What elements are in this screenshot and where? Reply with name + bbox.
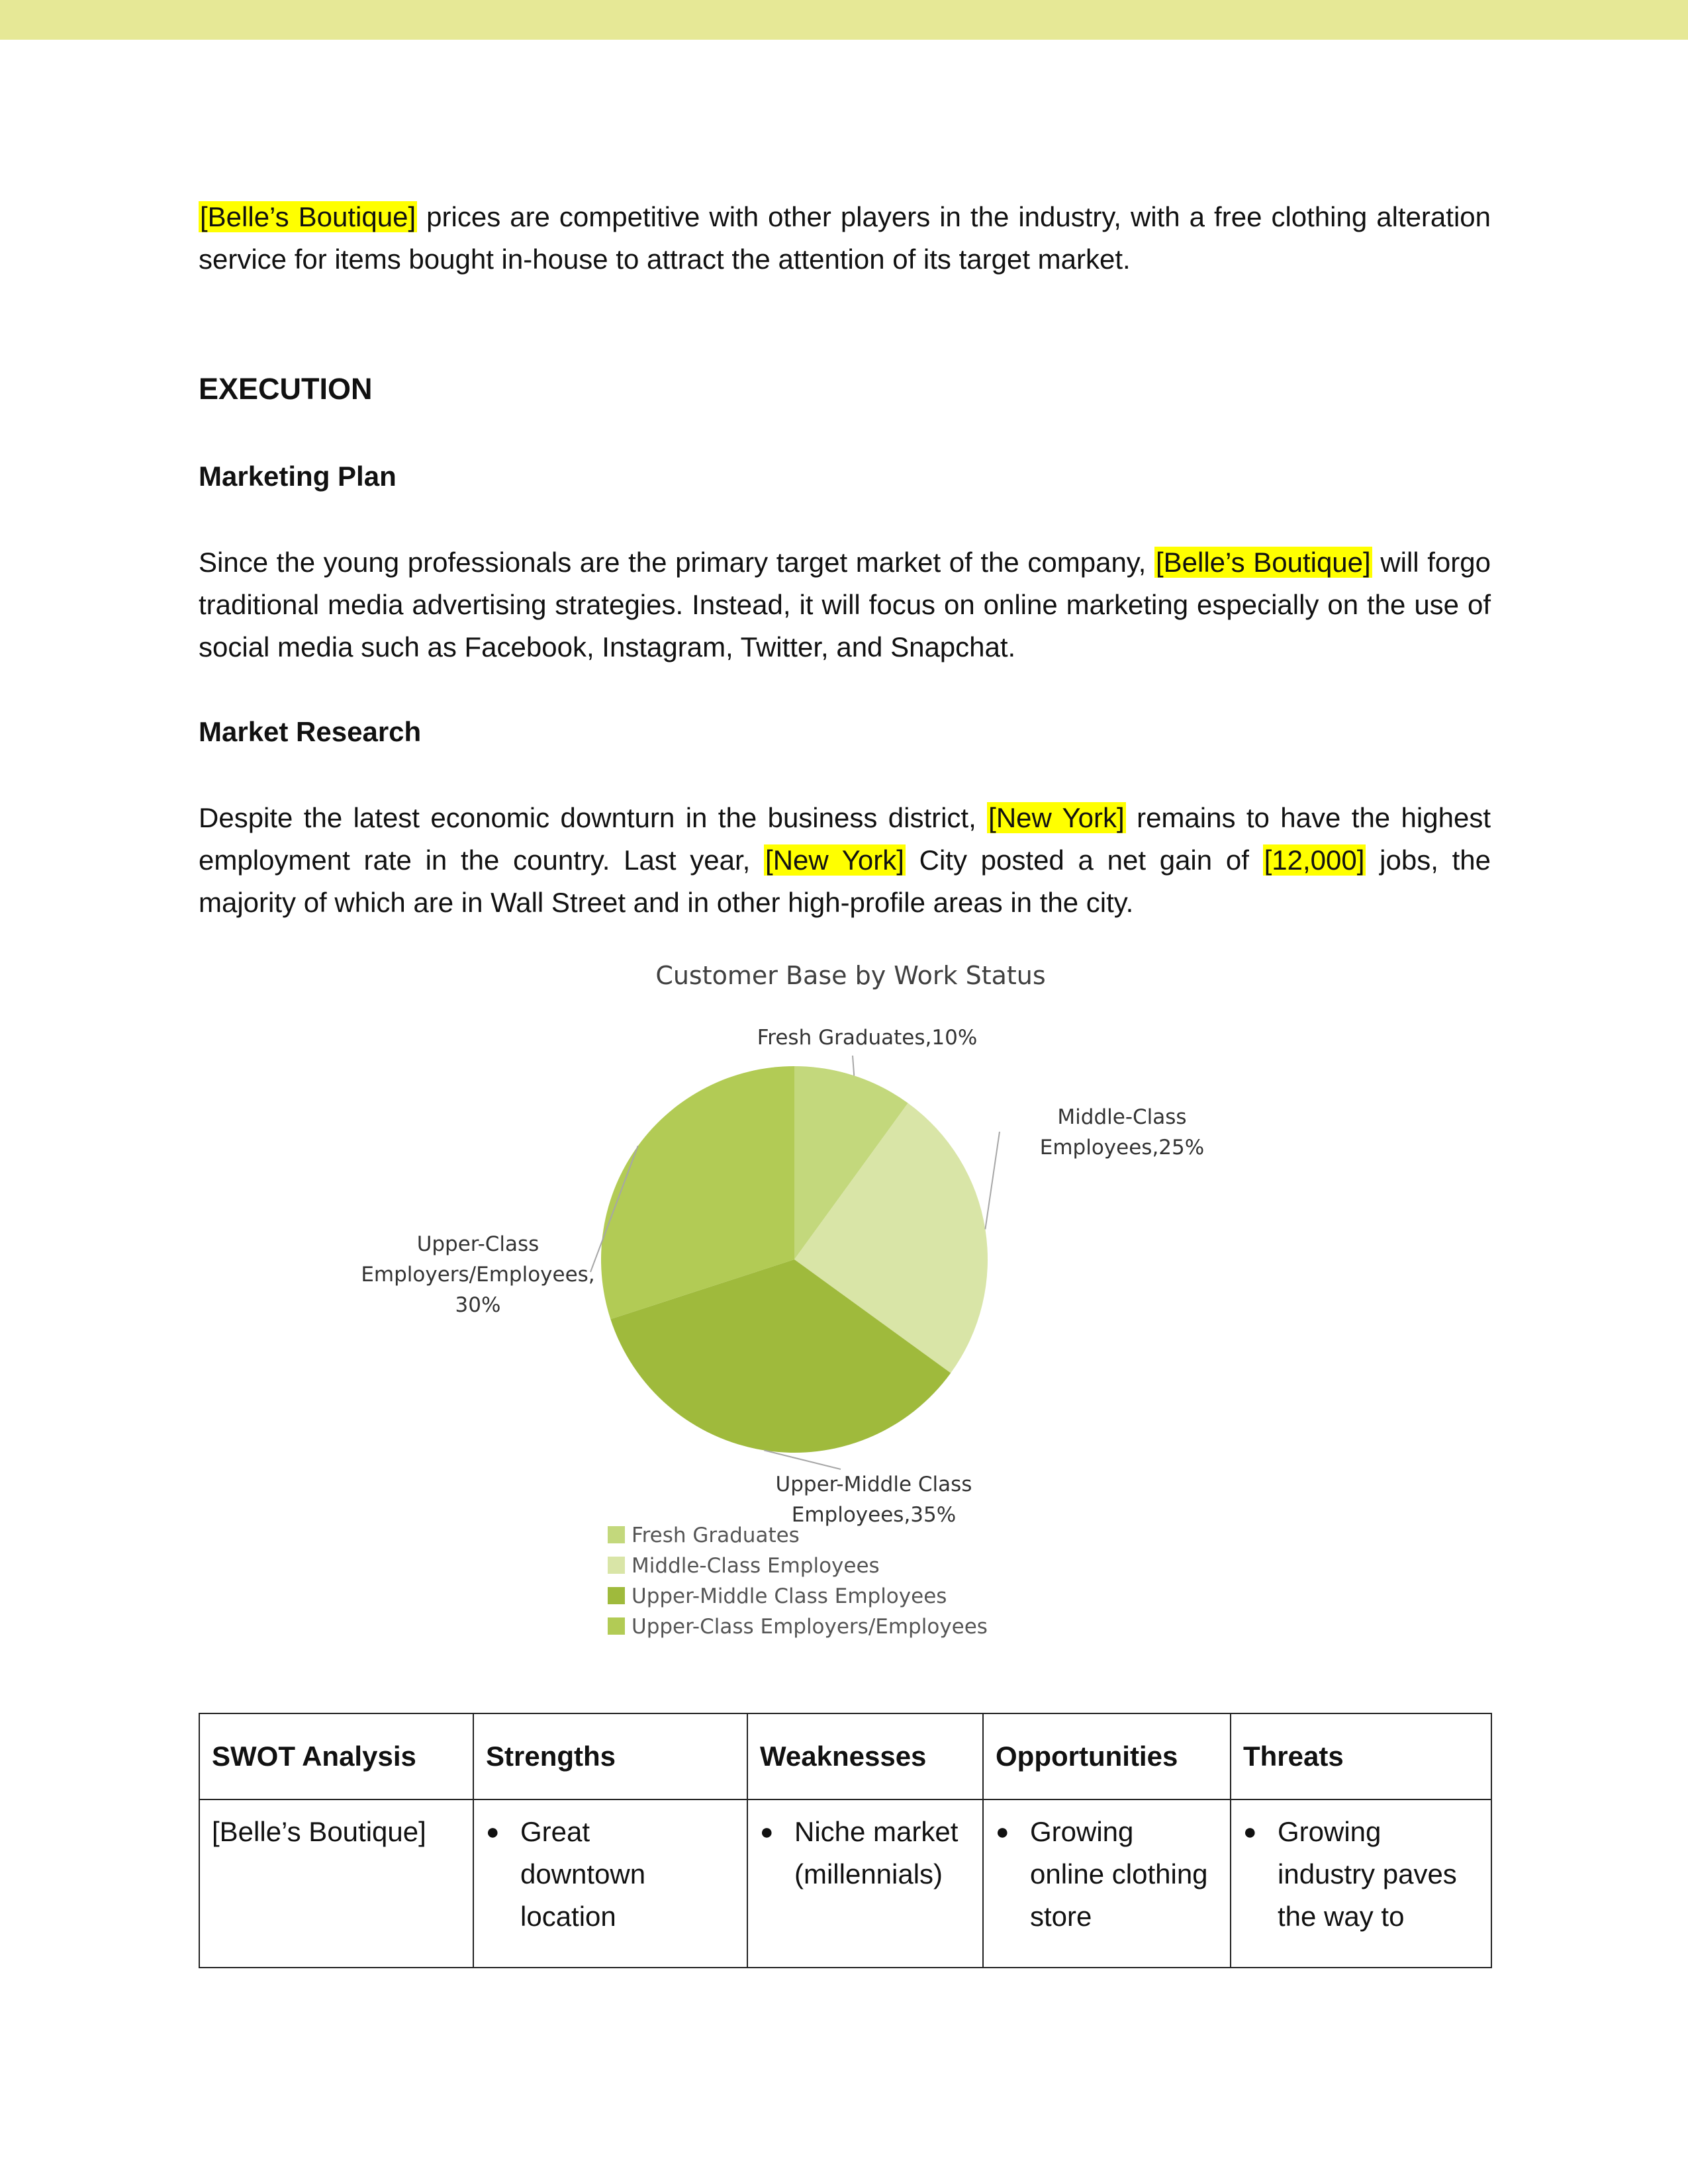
highlight-jobs: [12,000] (1264, 844, 1365, 876)
highlight-city: [New York] (988, 802, 1125, 833)
highlight-city: [New York] (765, 844, 904, 876)
slice-data-label-3: Upper-Class Employers/Employees, 30% (361, 1232, 595, 1317)
opportunities-line: store (1030, 1901, 1092, 1932)
research-text-3: City posted a net gain of (905, 844, 1263, 876)
threats-line: Growing (1278, 1816, 1382, 1847)
swot-table (199, 1713, 1492, 1968)
legend-entry-3: Upper-Class Employers/Employees (632, 1615, 988, 1639)
swot-header-opportunities: Opportunities (983, 1713, 1231, 1799)
weaknesses-line: (millennials) (794, 1858, 943, 1889)
slice-data-label-2: Upper-Middle Class Employees,35% (775, 1473, 972, 1527)
swot-row (199, 1799, 1491, 1968)
market-research-paragraph (199, 797, 1491, 924)
chart-title: Customer Base by Work Status (655, 961, 1046, 990)
marketing-text-1: Since the young professionals are the primary target market of the company, (199, 547, 1154, 578)
swot-row-label: [Belle’s Boutique] (199, 1799, 473, 1968)
leader-line-1 (985, 1132, 1000, 1229)
bullet-icon: ● (996, 1819, 1009, 1844)
swot-header-weaknesses: Weaknesses (747, 1713, 983, 1799)
legend-entry-2: Upper-Middle Class Employees (632, 1584, 947, 1608)
top-color-band (0, 0, 1688, 40)
highlight-company: [Belle’s Boutique] (1155, 547, 1371, 578)
strengths-line: location (520, 1901, 616, 1932)
research-text-1: Despite the latest economic downturn in the business district, (199, 802, 988, 833)
marketing-text-2: will forgo traditional media advertising strategies. Instead, it will focus on online marketing especially on the use of social media such as Facebook, Instagram, Twitter, and Snapchat. (199, 547, 1491, 662)
bullet-icon: ● (486, 1819, 500, 1844)
opportunities-line: online clothing (1030, 1858, 1208, 1889)
weaknesses-line: Niche market (794, 1816, 959, 1847)
execution-heading: EXECUTION (199, 372, 373, 406)
threats-line: the way to (1278, 1901, 1405, 1932)
swot-header-row (199, 1713, 1491, 1799)
market-research-heading: Market Research (199, 716, 422, 747)
strengths-line: downtown (520, 1858, 646, 1889)
legend-swatch-2 (608, 1587, 625, 1604)
leader-line-2 (764, 1450, 841, 1469)
strengths-line: Great (520, 1816, 590, 1847)
bullet-icon: ● (760, 1819, 774, 1844)
swot-header-threats: Threats (1231, 1713, 1491, 1799)
swot-weaknesses-cell (747, 1799, 983, 1968)
marketing-plan-paragraph (199, 541, 1491, 668)
swot-opportunities-cell (983, 1799, 1231, 1968)
research-text-2: remains to have the highest employment rate in the country. Last year, (199, 802, 1491, 876)
intro-text: prices are competitive with other players in the industry, with a free clothing alteration service for items bought in-house to attract the attention of its target market. (199, 201, 1491, 275)
intro-paragraph (199, 196, 1491, 281)
pie-chart-svg (331, 953, 1324, 1655)
legend-entry-0: Fresh Graduates (632, 1524, 800, 1547)
legend-swatch-3 (608, 1617, 625, 1635)
highlight-company: [Belle’s Boutique] (200, 201, 416, 232)
slice-data-label-1: Middle-Class Employees,25% (1039, 1105, 1205, 1160)
swot-strengths-cell (473, 1799, 747, 1968)
threats-line: industry paves (1278, 1858, 1457, 1889)
marketing-plan-heading: Marketing Plan (199, 461, 397, 492)
swot-threats-cell (1231, 1799, 1491, 1968)
research-text-4: jobs, the majority of which are in Wall Street and in other high-profile areas in the city. (199, 844, 1491, 918)
legend-swatch-1 (608, 1557, 625, 1574)
swot-header-analysis: SWOT Analysis (199, 1713, 473, 1799)
pie-chart (331, 953, 1324, 1655)
slice-data-label-0: Fresh Graduates,10% (757, 1026, 978, 1050)
bullet-icon: ● (1243, 1819, 1257, 1844)
swot-header-strengths: Strengths (473, 1713, 747, 1799)
legend-entry-1: Middle-Class Employees (632, 1554, 880, 1578)
leader-line-0 (853, 1056, 854, 1075)
legend-swatch-0 (608, 1526, 625, 1543)
opportunities-line: Growing (1030, 1816, 1134, 1847)
